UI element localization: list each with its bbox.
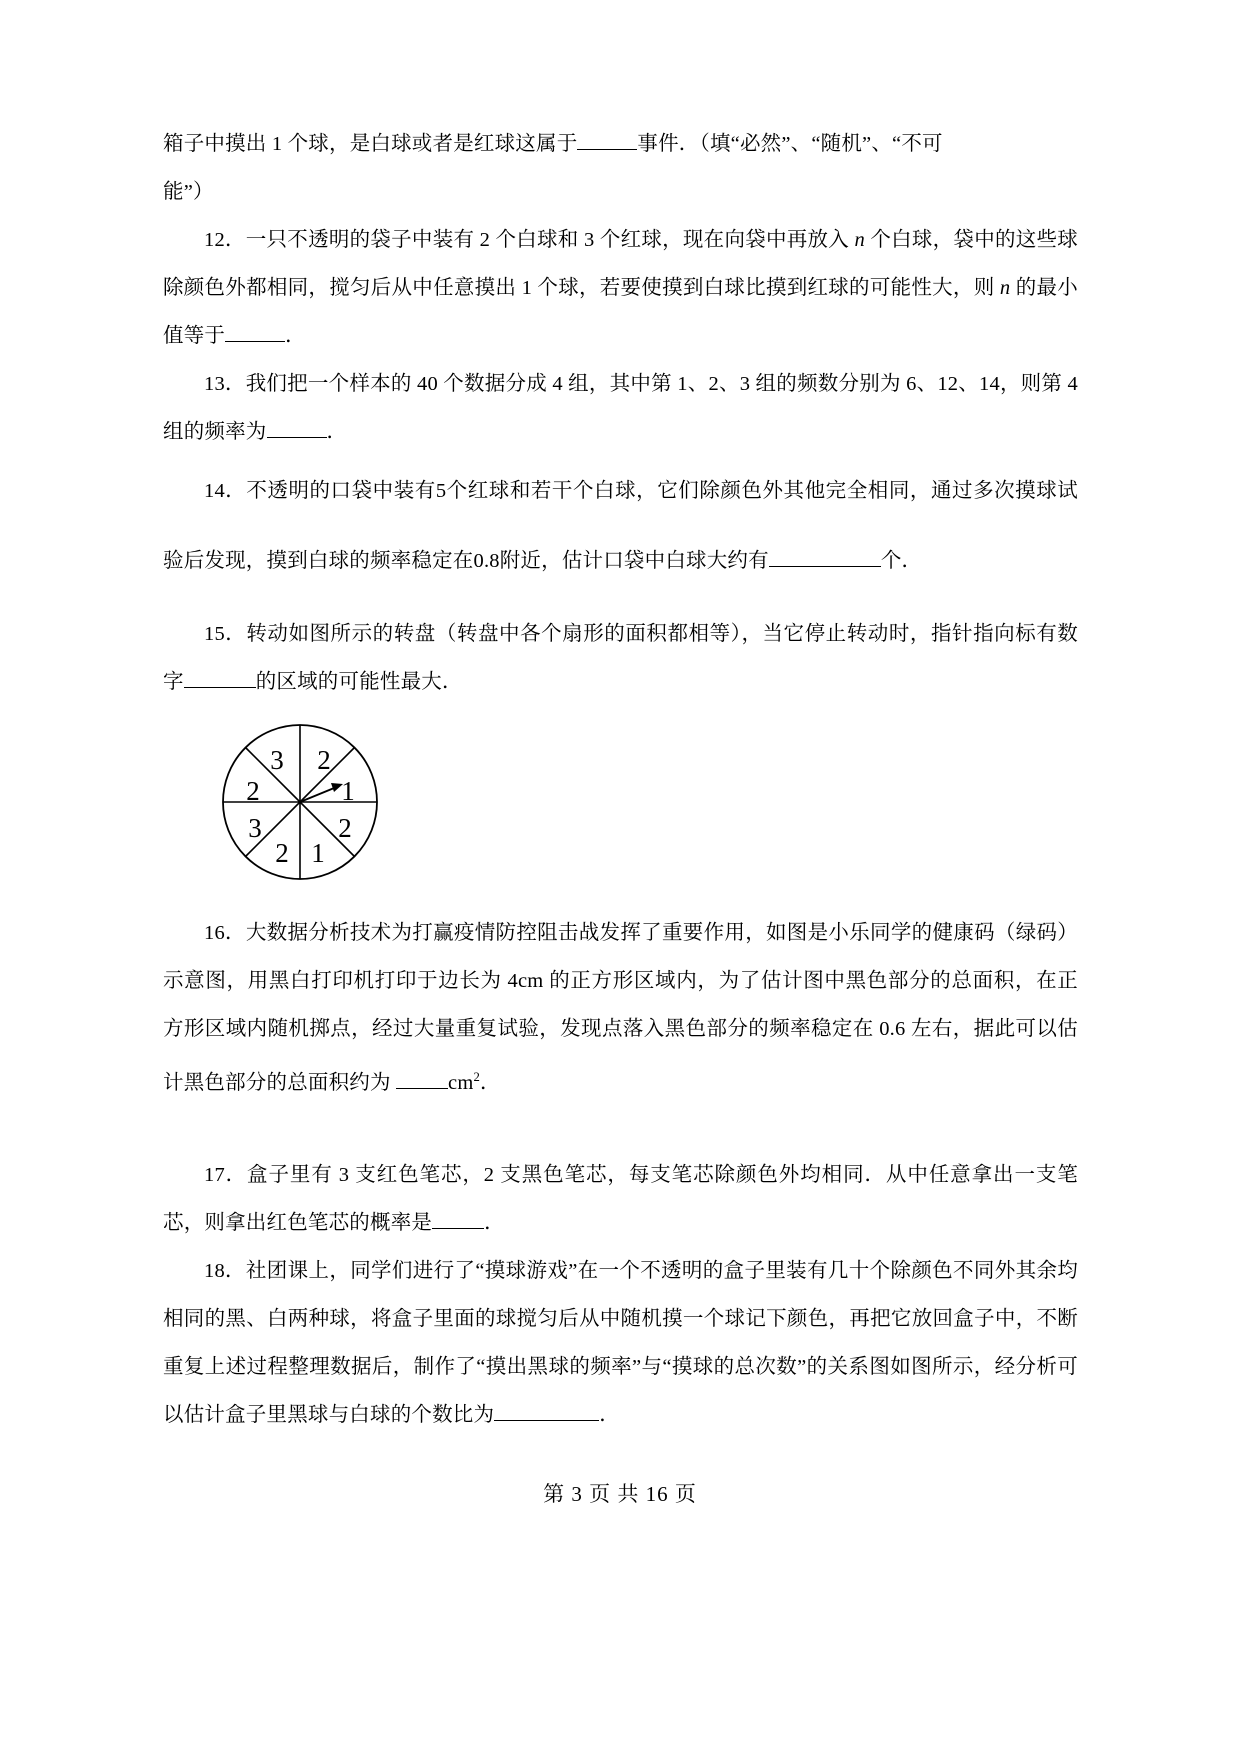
question-12 <box>163 216 1078 360</box>
q14-text-a: 不透明的口袋中装有 <box>246 480 436 502</box>
page-content <box>163 120 1078 1439</box>
q12-number: 12． <box>204 229 246 251</box>
question-17 <box>163 1151 1078 1247</box>
question-18 <box>163 1247 1078 1439</box>
q14-answer-blank[interactable] <box>769 546 881 568</box>
q13-text-b: ． <box>326 421 348 443</box>
spacer <box>163 596 1078 610</box>
q14-text-c: 附近，估计口袋中白球大约有 <box>499 550 769 572</box>
spinner-label-0: 2 <box>317 745 331 776</box>
spinner-figure <box>205 714 1078 899</box>
q11-answer-blank[interactable] <box>577 129 637 151</box>
spinner-label-4: 2 <box>275 838 289 869</box>
q12-text-c: 的最小值等于 <box>163 277 1078 347</box>
spinner-label-6: 2 <box>246 776 260 807</box>
q12-text-a: 一只不透明的袋子中装有 2 个白球和 3 个红球，现在向袋中再放入 <box>245 229 855 251</box>
question-13 <box>163 360 1078 456</box>
q12-variable-n-second: n <box>999 277 1011 299</box>
spinner-label-1: 1 <box>341 776 355 807</box>
q15-number: 15． <box>204 623 247 645</box>
q11-text-b: 事件．（填“必然”、“随机”、“不可 <box>637 133 943 155</box>
spinner-wheel-diagram <box>205 714 395 894</box>
q16-unit-exponent: 2 <box>473 1070 481 1084</box>
q16-text-b: ． <box>480 1071 501 1094</box>
q13-answer-blank[interactable] <box>267 417 327 439</box>
q14-frequency-value: 0.8 <box>473 550 500 572</box>
question-15 <box>163 610 1078 706</box>
q14-text-d: 个． <box>880 550 923 572</box>
q16-unit: cm <box>448 1071 474 1094</box>
q14-text-b: 个红球和若干个白球，它们除颜色外其他完全相同，通过多次摸球试验后发现，摸到白球的频率稳定在 <box>163 480 1078 572</box>
q18-text-b: ． <box>599 1403 620 1426</box>
q15-text-a: 转动如图所示的转盘（转盘中各个扇形的面积都相等），当它停止转动时，指针指向标有数字 <box>163 623 1079 693</box>
q15-answer-blank[interactable] <box>184 667 256 689</box>
q14-number: 14． <box>204 480 247 502</box>
spinner-label-7: 3 <box>270 745 284 776</box>
question-14 <box>163 456 1078 596</box>
question-11-continuation <box>163 120 1078 168</box>
spinner-label-3: 1 <box>311 838 325 869</box>
q16-text-a: 大数据分析技术为打赢疫情防控阻击战发挥了重要作用，如图是小乐同学的健康码（绿码）示意图，用黑白打印机打印于边长为 4cm 的正方形区域内，为了估计图中黑色部分的总面积，在正方形区域内随机掷点，经过大量重复试验，发现点落入黑色部分的频率稳定在 0.6 左右，据此可以估计黑色部分的总面积约为 <box>163 922 1079 1094</box>
q12-answer-blank[interactable] <box>225 321 285 343</box>
q18-text-a: 社团课上，同学们进行了“摸球游戏”在一个不透明的盒子里装有几十个除颜色不同外其余均相同的黑、白两种球，将盒子里面的球搅匀后从中随机摸一个球记下颜色，再把它放回盒子中，不断重复上述过程整理数据后，制作了“摸出黑球的频率”与“摸球的总次数”的关系图如图所示，经分析可以估计盒子里黑球与白球的个数比为 <box>163 1259 1078 1426</box>
q17-number: 17． <box>204 1163 248 1186</box>
q17-text-a: 盒子里有 3 支红色笔芯，2 支黑色笔芯，每支笔芯除颜色外均相同．从中任意拿出一支笔芯，则拿出红色笔芯的概率是 <box>163 1163 1078 1234</box>
q14-red-ball-count: 5 <box>435 480 447 502</box>
q11-text-a: 箱子中摸出 1 个球，是白球或者是红球这属于 <box>163 133 578 155</box>
q12-text-d: ． <box>285 325 306 347</box>
q12-variable-n-first: n <box>854 229 865 251</box>
q13-number: 13． <box>204 373 246 395</box>
question-11-line2: 能”） <box>163 181 214 203</box>
q17-answer-blank[interactable] <box>432 1207 484 1229</box>
q16-answer-blank[interactable] <box>396 1067 448 1089</box>
q16-number: 16． <box>204 922 246 944</box>
question-16 <box>163 909 1078 1107</box>
q18-number: 18． <box>204 1259 246 1282</box>
q13-text-a: 我们把一个样本的 40 个数据分成 4 组，其中第 1、2、3 组的频数分别为 6、12、14，则第 4 组的频率为 <box>163 373 1078 443</box>
spinner-label-5: 3 <box>248 813 262 844</box>
q17-text-b: ． <box>484 1211 505 1234</box>
spacer <box>163 1107 1078 1151</box>
q15-text-b: 的区域的可能性最大． <box>255 671 463 693</box>
q18-answer-blank[interactable] <box>494 1399 599 1421</box>
page-number-label: 第 3 页 共 16 页 <box>543 1482 697 1506</box>
spinner-label-2: 2 <box>338 813 352 844</box>
q12-text-b: 个白球，袋中的这些球除颜色外都相同，搅匀后从中任意摸出 1 个球，若要使摸到白球比摸到红球的可能性大，则 <box>163 229 1078 299</box>
page-footer <box>0 1478 1240 1508</box>
